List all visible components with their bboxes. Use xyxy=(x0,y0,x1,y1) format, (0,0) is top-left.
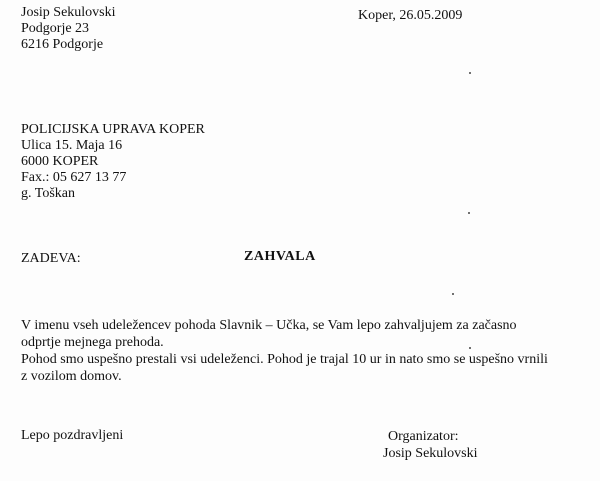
scan-speck xyxy=(469,347,471,349)
scan-speck xyxy=(469,72,471,74)
subject-label: ZADEVA: xyxy=(21,251,81,266)
letter-date: Koper, 26.05.2009 xyxy=(358,8,463,23)
sender-street: Podgorje 23 xyxy=(21,21,90,36)
body-line: V imenu vseh udeležencev pohoda Slavnik – Učka, se Vam lepo zahvaljujem za začasno xyxy=(21,318,517,333)
recipient-attention: g. Toškan xyxy=(21,186,75,201)
body-line: z vozilom domov. xyxy=(21,369,122,384)
recipient-institution: POLICIJSKA UPRAVA KOPER xyxy=(21,122,205,137)
closing-greeting: Lepo pozdravljeni xyxy=(21,428,124,443)
sender-city: 6216 Podgorje xyxy=(21,37,104,52)
signature-name: Josip Sekulovski xyxy=(383,446,478,461)
sender-name: Josip Sekulovski xyxy=(21,5,116,20)
recipient-fax: Fax.: 05 627 13 77 xyxy=(21,170,127,185)
body-line: odprtje mejnega prehoda. xyxy=(21,335,164,350)
scan-speck xyxy=(452,293,454,295)
recipient-street: Ulica 15. Maja 16 xyxy=(21,138,123,153)
letter-body xyxy=(21,317,548,385)
scan-speck xyxy=(468,212,470,214)
recipient-city: 6000 KOPER xyxy=(21,154,99,169)
signature-block xyxy=(383,428,478,462)
signature-role: Organizator: xyxy=(388,429,459,444)
sender-address xyxy=(21,5,116,53)
subject-title: ZAHVALA xyxy=(244,249,316,264)
recipient-address xyxy=(21,122,205,202)
body-line: Pohod smo uspešno prestali vsi udeleženci. Pohod je trajal 10 ur in nato smo se uspešno vrnili xyxy=(21,352,548,367)
